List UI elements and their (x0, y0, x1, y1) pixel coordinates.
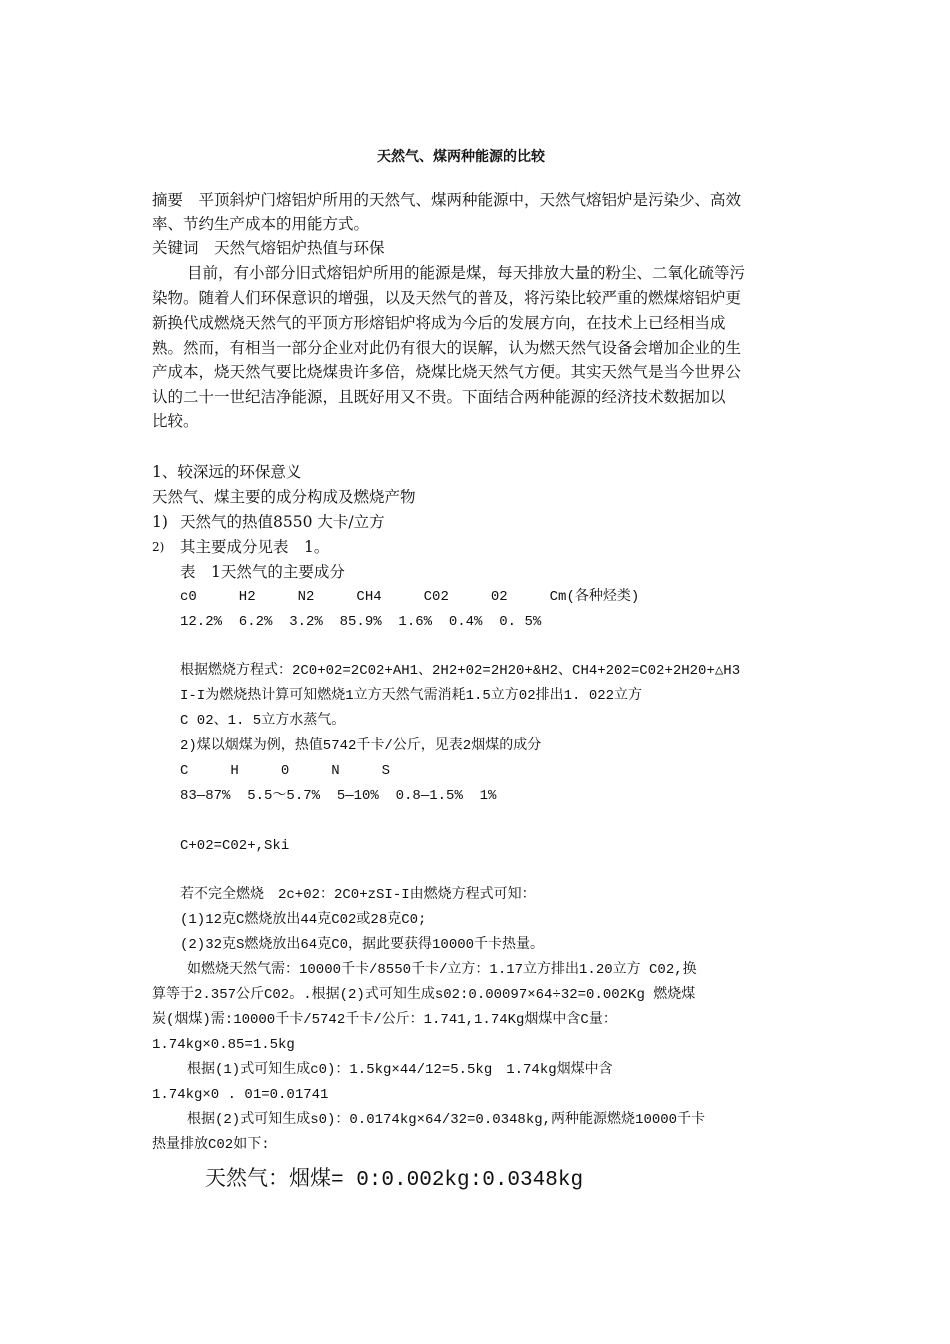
subheading: 天然气、煤主要的成分构成及燃烧产物 (152, 488, 416, 506)
item-text: 其主要成分见表 1。 (180, 538, 330, 556)
intro-line-6: 认的二十一世纪洁净能源，且既好用又不贵。下面结合两种能源的经济技术数据加以 (152, 388, 726, 406)
result-ratio: 天然气：烟煤= 0:0.002kg:0.0348kg (205, 1169, 584, 1192)
intro-line-1: 目前，有小部分旧式熔铝炉所用的能源是煤，每天排放大量的粉尘、二氧化硫等污 (187, 264, 746, 282)
intro-line-2: 染物。随着人们环保意识的增强，以及天然气的普及，将污染比较严重的燃煤熔铝炉更 (152, 289, 742, 307)
item-text: 天然气的热值8550 大卡/立方 (180, 513, 385, 531)
table-caption: 表 1天然气的主要成分 (180, 563, 345, 581)
table-values: 83—87% 5.5～5.7% 5—10% 0.8—1.5% 1% (180, 788, 497, 804)
table-header: C H 0 N S (180, 763, 391, 779)
document-title: 天然气、煤两种能源的比较 (377, 149, 545, 165)
table-header: c0 H2 N2 CH4 C02 02 Cm(各种烃类) (180, 589, 640, 605)
calc-line: 根据(1)式可知生成c0)：1.5kg×44/12=5.5kg 1.74kg烟煤中含 (187, 1062, 613, 1078)
intro-line-7: 比较。 (152, 412, 199, 430)
item-number: 1) (152, 513, 168, 531)
section-heading: 1、较深远的环保意义 (152, 463, 302, 481)
note-line: (1)12克C燃烧放出44克C02或28克C0; (180, 912, 427, 928)
calc-line: 1.74kg×0 . 01=0.01741 (152, 1087, 329, 1103)
combustion-line-1: 根据燃烧方程式：2C0+02=2C02+AH1、2H2+02=2H20+&H2、CH4+202=C02+2H20+△H3 (180, 663, 741, 679)
coal-intro: 2)煤以烟煤为例，热值5742千卡/公斤，见表2烟煤的成分 (180, 738, 542, 754)
item-number: 2) (152, 540, 165, 554)
intro-line-5: 产成本，烧天然气要比烧煤贵许多倍，烧煤比烧天然气方便。其实天然气是当今世界公 (152, 363, 742, 381)
abstract-line-2: 率、节约生产成本的用能方式。 (152, 215, 370, 233)
abstract-line-1: 摘要 平顶斜炉门熔铝炉所用的天然气、煤两种能源中，天然气熔铝炉是污染少、高效 (152, 191, 742, 209)
calc-line: 根据(2)式可知生成s0)：0.0174kg×64/32=0.0348kg,两种能源燃烧10000千卡 (187, 1112, 706, 1128)
combustion-line-3: C 02、1. 5立方水蒸气。 (180, 713, 346, 729)
equation: C+02=C02+,Ski (180, 838, 290, 854)
calc-line: 炭(烟煤)需:10000千卡/5742千卡/公斤：1.741,1.74Kg烟煤中含C量： (152, 1012, 617, 1028)
combustion-line-2: I-I为燃烧热计算可知燃烧1立方天然气需消耗1.5立方02排出1. 022立方 (180, 688, 643, 704)
note-line: (2)32克S燃烧放出64克C0，据此要获得10000千卡热量。 (180, 937, 545, 953)
intro-line-3: 新换代成燃烧天然气的平顶方形熔铝炉将成为今后的发展方向，在技术上已经相当成 (152, 314, 726, 332)
keywords: 关键词 天然气熔铝炉热值与环保 (152, 239, 385, 257)
table-values: 12.2% 6.2% 3.2% 85.9% 1.6% 0.4% 0. 5% (180, 614, 542, 630)
incomplete-combustion: 若不完全燃烧 2c+02：2C0+zSI-I由燃烧方程式可知： (180, 887, 536, 903)
calc-line: 热量排放C02如下: (152, 1137, 270, 1153)
calc-line: 1.74kg×0.85=1.5kg (152, 1037, 295, 1053)
calc-line: 算等于2.357公斤C02。.根据(2)式可知生成s02:0.00097×64÷32=0.002Kg 燃烧煤 (152, 987, 696, 1003)
intro-line-4: 熟。然而，有相当一部分企业对此仍有很大的误解，认为燃天然气设备会增加企业的生 (152, 339, 742, 357)
calc-line: 如燃烧天然气需：10000千卡/8550千卡/立方：1.17立方排出1.20立方 C02,换 (187, 962, 697, 978)
